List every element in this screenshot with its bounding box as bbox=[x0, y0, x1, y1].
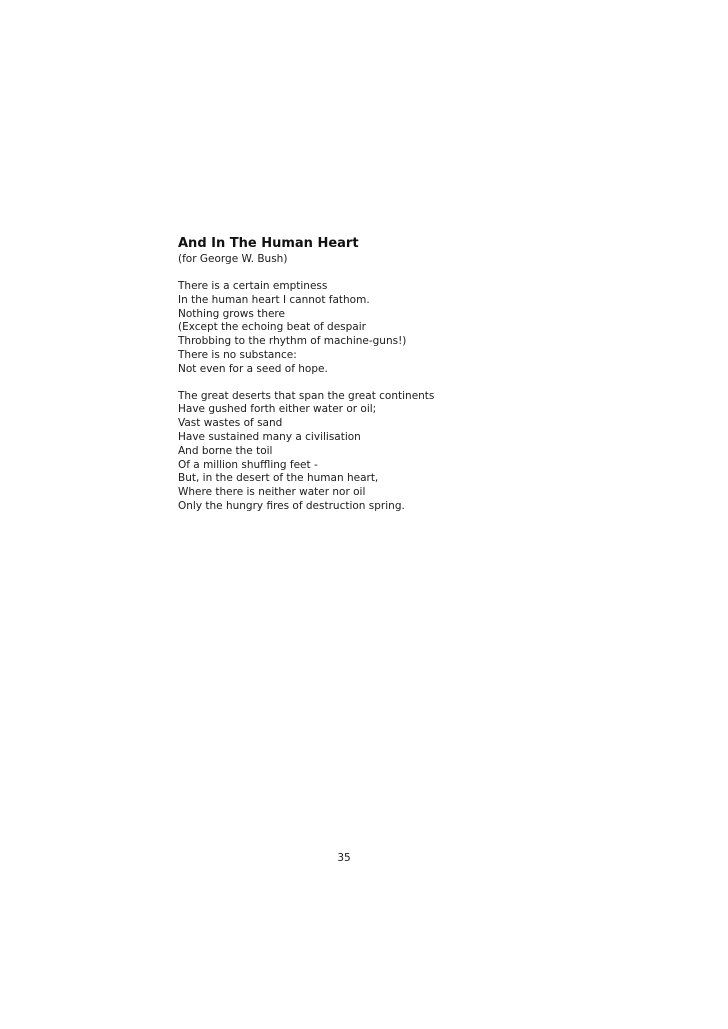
poem-line: Throbbing to the rhythm of machine-guns!) bbox=[178, 335, 407, 348]
poem-line: Have sustained many a civilisation bbox=[178, 430, 361, 443]
poem-line: (Except the echoing beat of despair bbox=[178, 321, 366, 334]
poem-line: Vast wastes of sand bbox=[178, 417, 283, 430]
poem-line: Of a million shuffling feet - bbox=[178, 458, 318, 471]
poem-line: Nothing grows there bbox=[178, 307, 285, 320]
poem-title: And In The Human Heart bbox=[178, 236, 359, 251]
poem bbox=[178, 235, 598, 527]
poem-line: In the human heart I cannot fathom. bbox=[178, 293, 370, 306]
poem-line: Not even for a seed of hope. bbox=[178, 362, 328, 375]
page-number: 35 bbox=[337, 852, 351, 864]
poem-dedication: (for George W. Bush) bbox=[178, 253, 288, 265]
poem-line: And borne the toil bbox=[178, 444, 273, 457]
poem-line: Have gushed forth either water or oil; bbox=[178, 403, 377, 416]
poem-line: But, in the desert of the human heart, bbox=[178, 472, 379, 485]
poem-line: There is no substance: bbox=[178, 348, 297, 361]
stanza-1 bbox=[178, 280, 598, 377]
poem-line: There is a certain emptiness bbox=[178, 280, 328, 292]
poem-line: Only the hungry fires of destruction spring. bbox=[178, 499, 405, 512]
stanza-2 bbox=[178, 390, 598, 514]
poem-line: Where there is neither water nor oil bbox=[178, 486, 366, 499]
poem-line: The great deserts that span the great continents bbox=[178, 389, 435, 402]
